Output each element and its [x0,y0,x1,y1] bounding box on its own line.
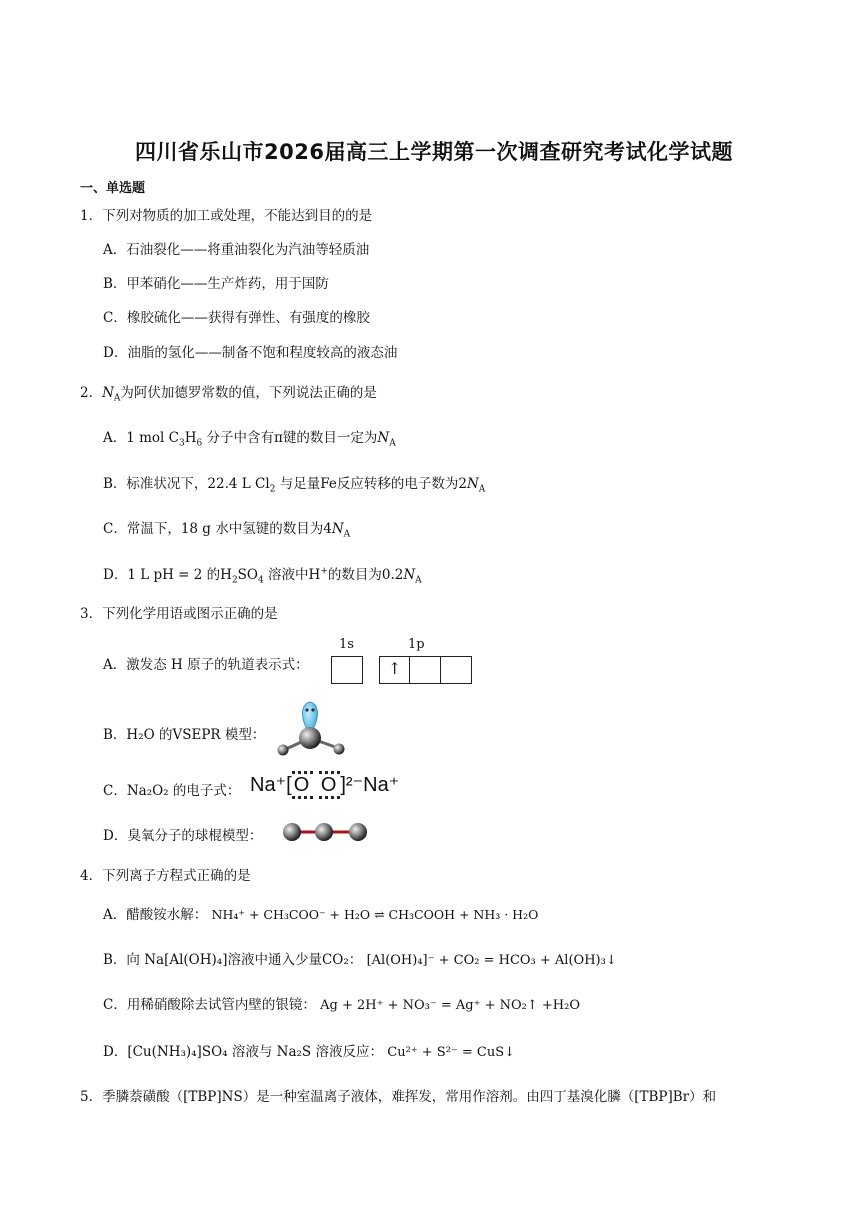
question-3-option-c: C．Na₂O₂ 的电子式： [103,783,241,799]
question-3-option-b: B．H₂O 的VSEPR 模型： [103,727,266,743]
question-3-option-a: A．激发态 H 原子的轨道表示式： [103,657,309,673]
electron-formula [250,772,399,797]
question-5-stem: 5．季膦萘磺酸（[TBP]NS）是一种室温离子液体，难挥发，常用作溶剂。由四丁基溴化膦（[TBP]Br）和 [80,1089,717,1105]
formula-right: ]²⁻Na⁺ [340,774,400,796]
option-b-text: B．标准状况下，22.4 L Cl [103,476,270,492]
formula-oxygen-1: O [292,771,314,799]
question-2-number: 2． [80,385,103,401]
option-d-equation: Cu²⁺ + S²⁻ = CuS↓ [387,1045,516,1060]
page-title: 四川省乐山市2026届高三上学期第一次调查研究考试化学试题 [135,140,733,164]
question-3-option-d: D．臭氧分子的球棍模型： [103,828,263,844]
question-1-option-b: B．甲苯硝化——生产炸药，用于国防 [103,276,329,292]
question-1-option-d: D．油脂的氢化——制备不饱和程度较高的液态油 [103,345,398,361]
option-d-text: D．1 L pH = 2 的H [103,567,232,583]
option-a-text-2: 分子中含有π键的数目一定为 [206,430,378,446]
spin-up-arrow-icon: ↑ [387,659,402,678]
formula-oxygen-2: O [319,771,341,799]
question-2-stem-text: 为阿伏加德罗常数的值，下列说法正确的是 [120,385,377,401]
orbital-box-1s [331,656,363,684]
question-2-option-a: A．1 mol $C_3H_6$ 分子中含有π键的数目一定为$N_A$ [103,430,396,449]
option-d-text-3: 的数目为0.2 [327,567,404,583]
question-1-option-c: C．橡胶硫化——获得有弹性、有强度的橡胶 [103,310,370,326]
question-2-option-c: C．常温下，18 g 水中氢键的数目为$4N_A$ [103,521,351,540]
orbital-box-1p-1 [379,656,410,684]
orbital-box-1p-3 [441,656,472,684]
orbital-box-1p-2 [410,656,441,684]
option-b-label: B．向 Na[Al(OH)₄]溶液中通入少量CO₂： [103,952,363,968]
option-c-equation: Ag + 2H⁺ + NO₃⁻ = Ag⁺ + NO₂↑ +H₂O [320,998,580,1013]
question-2-stem: 2．$N_A$为阿伏加德罗常数的值，下列说法正确的是 [80,385,377,404]
question-4-option-d [103,1040,515,1060]
question-4-option-b [103,948,617,968]
question-1-stem: 1．下列对物质的加工或处理，不能达到目的的是 [80,208,373,224]
orbital-label-1s: 1s [339,637,354,652]
question-4-stem: 4．下列离子方程式正确的是 [80,868,251,884]
question-4-option-c [103,993,580,1013]
option-d-label: D．[Cu(NH₃)₄]SO₄ 溶液与 Na₂S 溶液反应： [103,1044,383,1060]
question-2-option-d: D．1 L pH = 2 的$H_2SO_4$ 溶液中H+的数目为$0.2N_A$ [103,566,422,586]
option-a-equation: NH₄⁺ + CH₃COO⁻ + H₂O ⇌ CH₃COOH + NH₃ · H₂O [211,907,539,922]
option-a-text: A．1 mol C [103,430,179,446]
orbital-diagram [331,656,472,684]
option-b-equation: [Al(OH)₄]⁻ + CO₂ = HCO₃ + Al(OH)₃↓ [366,953,617,968]
option-a-label: A．醋酸铵水解： [103,907,208,923]
question-3-stem: 3．下列化学用语或图示正确的是 [80,606,278,622]
question-4-option-a [103,903,538,923]
section-heading: 一、单选题 [80,181,146,196]
option-b-text-2: 与足量Fe反应转移的电子数为2 [279,476,467,492]
question-1-option-a: A．石油裂化——将重油裂化为汽油等轻质油 [103,242,370,258]
formula-left: Na⁺[ [250,774,292,796]
question-2-option-b: B．标准状况下，22.4 L $Cl_2$ 与足量Fe反应转移的电子数为$2N_A$ [103,476,486,495]
ozone-ball-stick-model-image [278,820,373,844]
option-d-text-2: 溶液中H [268,567,321,583]
option-c-text: C．常温下，18 g 水中氢键的数目为4 [103,521,332,537]
orbital-label-1p: 1p [408,637,425,652]
vsepr-model-image [272,700,352,762]
option-c-label: C．用稀硝酸除去试管内壁的银镜： [103,997,316,1013]
